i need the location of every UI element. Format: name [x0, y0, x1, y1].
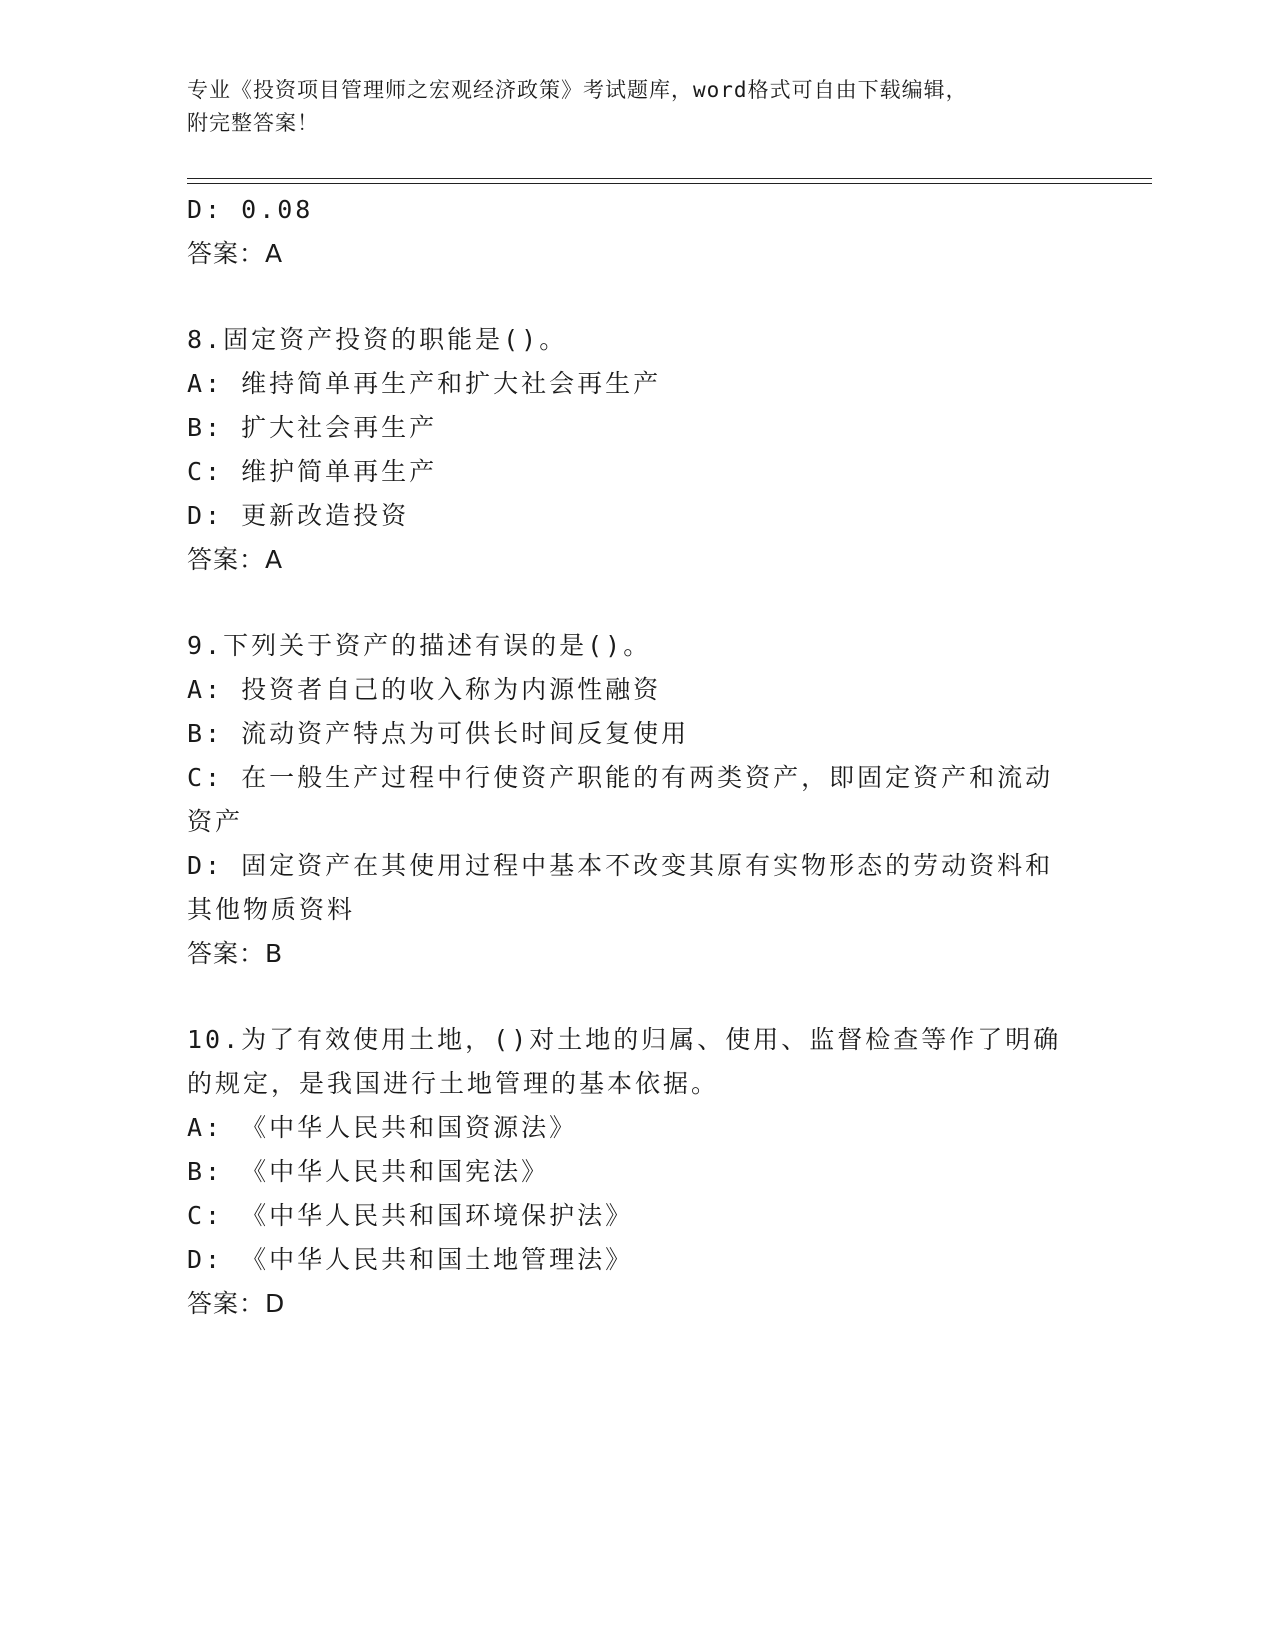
q9-option-c-line-2: 资产 — [187, 807, 244, 836]
q8-stem: 8.固定资产投资的职能是()。 — [187, 325, 568, 354]
q7-answer: 答案：A — [187, 239, 284, 268]
q10-option-d: D: 《中华人民共和国土地管理法》 — [187, 1245, 634, 1274]
header-divider-top — [187, 178, 1152, 179]
q10-option-a: A: 《中华人民共和国资源法》 — [187, 1113, 578, 1142]
q9-option-c-line-1: C: 在一般生产过程中行使资产职能的有两类资产，即固定资产和流动 — [187, 763, 1054, 792]
q9-option-a: A: 投资者自己的收入称为内源性融资 — [187, 675, 662, 704]
q8-option-a: A: 维持简单再生产和扩大社会再生产 — [187, 369, 662, 398]
q8-answer: 答案：A — [187, 545, 284, 574]
q9-option-d-line-2: 其他物质资料 — [187, 895, 356, 924]
header-line-2: 附完整答案！ — [187, 111, 319, 135]
q10-answer: 答案：D — [187, 1289, 286, 1318]
q7-option-d: D: 0.08 — [187, 195, 314, 224]
q10-option-b: B: 《中华人民共和国宪法》 — [187, 1157, 550, 1186]
document-header — [187, 74, 1067, 140]
q9-option-b: B: 流动资产特点为可供长时间反复使用 — [187, 719, 690, 748]
q8-option-c: C: 维护简单再生产 — [187, 457, 438, 486]
header-divider-bottom — [187, 183, 1152, 184]
q10-stem-line-1: 10.为了有效使用土地，()对土地的归属、使用、监督检查等作了明确 — [187, 1025, 1062, 1054]
q9-stem: 9.下列关于资产的描述有误的是()。 — [187, 631, 652, 660]
header-line-1: 专业《投资项目管理师之宏观经济政策》考试题库，word格式可自由下载编辑， — [187, 78, 968, 102]
q8-option-d: D: 更新改造投资 — [187, 501, 410, 530]
q9-option-d-line-1: D: 固定资产在其使用过程中基本不改变其原有实物形态的劳动资料和 — [187, 851, 1054, 880]
q9-answer: 答案：B — [187, 939, 284, 968]
q10-option-c: C: 《中华人民共和国环境保护法》 — [187, 1201, 634, 1230]
q10-stem-line-2: 的规定，是我国进行土地管理的基本依据。 — [187, 1069, 720, 1098]
q8-option-b: B: 扩大社会再生产 — [187, 413, 438, 442]
